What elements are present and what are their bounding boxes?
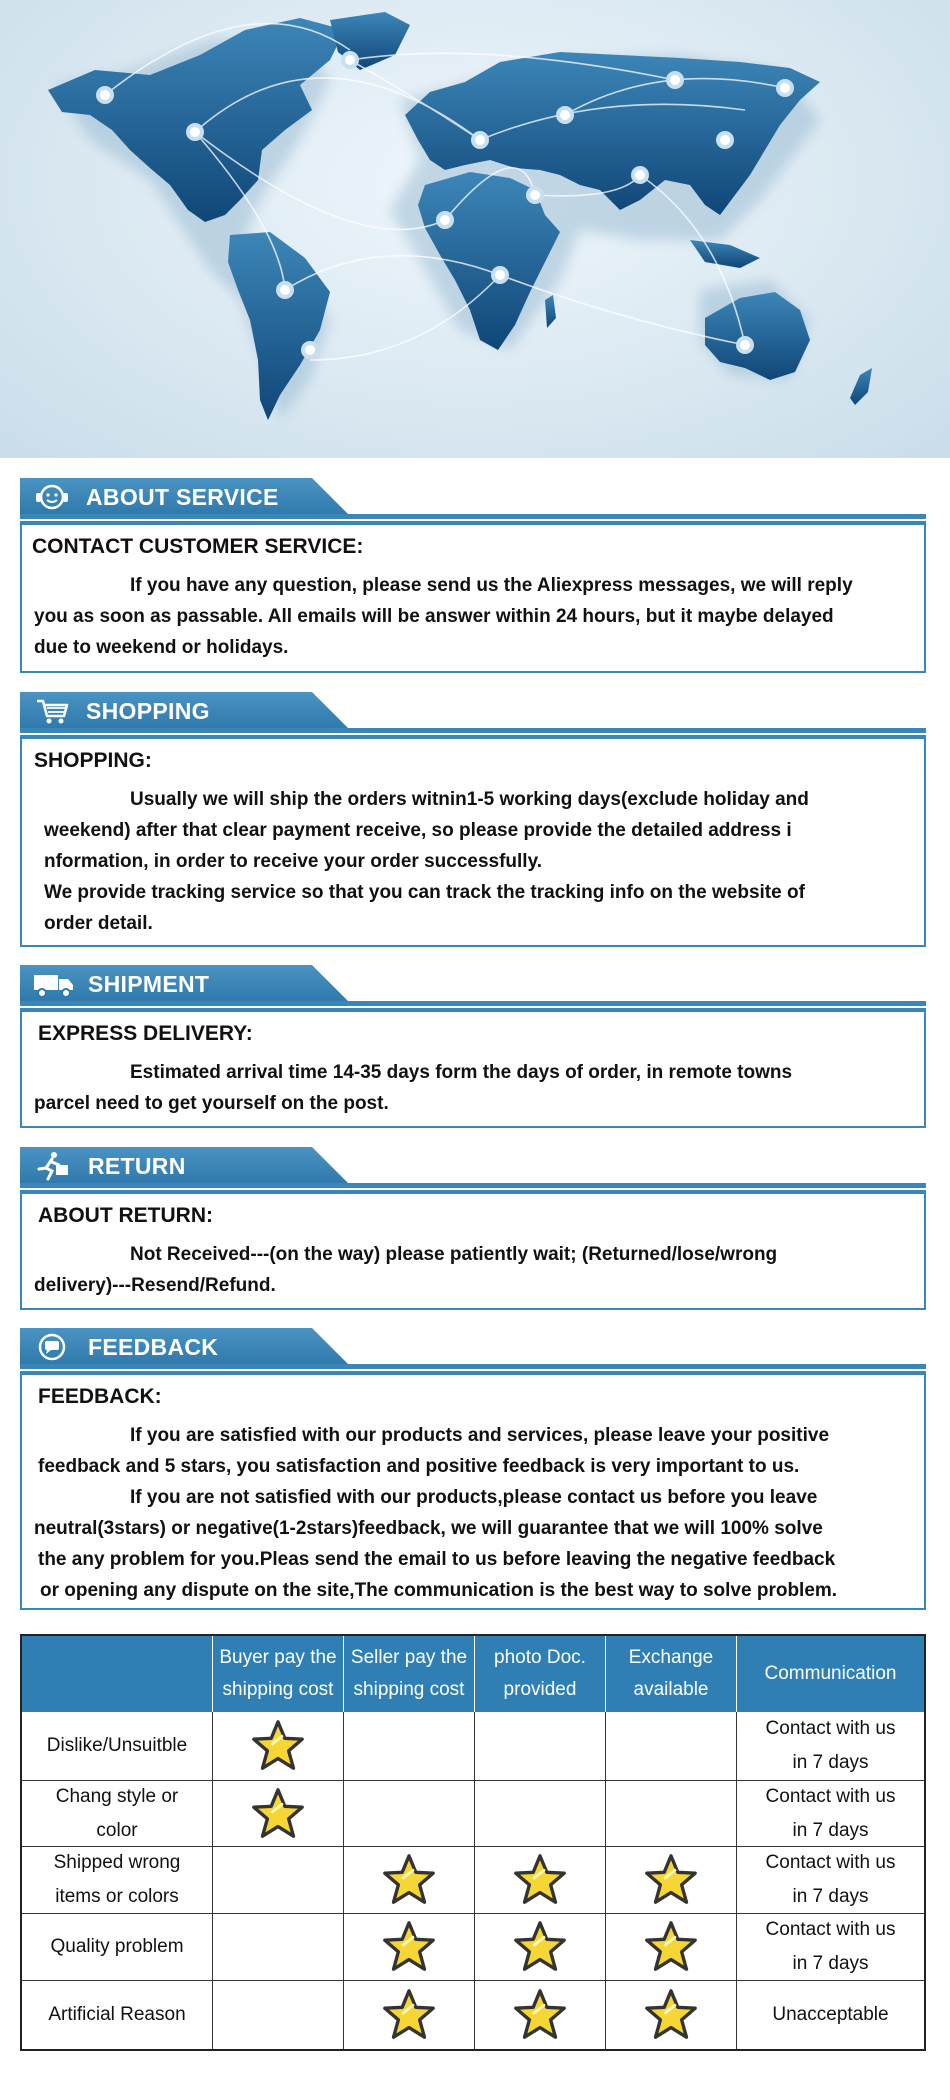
box-body [44,784,809,939]
table-star-cell [475,1712,606,1781]
table-star-cell [606,1712,737,1781]
body-line: due to weekend or holidays. [34,637,289,658]
shipment-box [20,1010,926,1128]
table-header-exchange [606,1636,737,1712]
table-communication-cell [737,1781,924,1847]
table-star-cell [344,1781,475,1847]
body-line: If you are not satisfied with our products,please contact us before you leave [130,1487,818,1508]
divider [20,1364,926,1369]
body-line: feedback and 5 stars, you satisfaction and positive feedback is very important to us. [38,1456,800,1477]
section-title: ABOUT SERVICE [86,484,279,510]
table-header-seller-pay [344,1636,475,1712]
section-title: SHIPMENT [88,971,210,997]
star-icon [380,1851,438,1909]
table-star-cell [606,1781,737,1847]
box-body [34,1239,777,1301]
divider [20,728,926,733]
body-line: Not Received---(on the way) please patiently wait; (Returned/lose/wrong [130,1244,778,1265]
about-service-header [20,478,926,522]
communication-text: Contact with us in 7 days [765,1785,896,1841]
star-icon [249,1717,307,1775]
communication-text: Contact with us in 7 days [765,1718,896,1773]
feedback-header [20,1328,926,1372]
return-policy-table [20,1634,926,2051]
body-line: If you have any question, please send us the Aliexpress messages, we will reply [130,575,853,596]
world-map-banner [0,0,950,458]
body-line: or opening any dispute on the site,The communication is the best way to solve problem. [40,1580,838,1601]
body-line: weekend) after that clear payment receive, so please provide the detailed address i [44,820,792,841]
shopping-cart-icon [32,696,72,726]
body-line: nformation, in order to receive your order successfully. [44,851,543,872]
feedback-box [20,1373,926,1610]
return-box [20,1192,926,1310]
running-courier-icon [32,1151,72,1181]
customer-service-headset-icon [32,482,72,512]
table-star-cell [475,1781,606,1847]
shopping-box [20,737,926,947]
table-row-label [22,1781,213,1847]
body-line: If you are satisfied with our products and services, please leave your positive [130,1425,830,1446]
table-row-label [22,1914,213,1981]
body-line: the any problem for you.Pleas send the email to us before leaving the negative feedback [38,1549,836,1570]
divider [20,1183,926,1188]
chat-bubble-icon [32,1332,72,1362]
table-star-cell [213,1914,344,1981]
header-label: Buyer pay the shipping cost [219,1647,337,1700]
section-title: FEEDBACK [88,1334,219,1360]
box-title: SHOPPING: [34,749,152,772]
body-line: neutral(3stars) or negative(1-2stars)feedback, we will guarantee that we will 100% solve [34,1518,823,1539]
delivery-truck-icon [32,969,76,999]
table-communication-cell [737,1914,924,1981]
table-communication-cell [737,1712,924,1781]
about-service-box [20,523,926,673]
box-body [34,1420,838,1606]
table-row-label [22,1981,213,2049]
section-title: RETURN [88,1153,186,1179]
header-label: Exchange available [628,1647,714,1700]
table-star-cell [344,1847,475,1914]
divider [20,1001,926,1006]
table-star-cell [213,1781,344,1847]
row-label-text: Chang style or color [55,1785,179,1841]
star-icon [511,1986,569,2044]
table-communication-cell [737,1981,924,2049]
table-header-communication: Communication [737,1636,924,1712]
table-star-cell [213,1981,344,2049]
table-star-cell [606,1981,737,2049]
star-icon [380,1986,438,2044]
table-star-cell [475,1981,606,2049]
body-line: Estimated arrival time 14-35 days form the days of order, in remote towns [130,1062,793,1083]
table-star-cell [475,1914,606,1981]
star-icon [511,1918,569,1976]
table-star-cell [606,1914,737,1981]
communication-text: Unacceptable [772,2004,889,2025]
row-label-text: Dislike/Unsuitble [46,1735,188,1756]
table-star-cell [344,1981,475,2049]
table-star-cell [344,1914,475,1981]
box-body [34,570,853,663]
table-header-photo-doc [475,1636,606,1712]
table-star-cell [475,1847,606,1914]
box-title: ABOUT RETURN: [38,1204,213,1227]
body-line: delivery)---Resend/Refund. [34,1275,276,1296]
box-title: FEEDBACK: [38,1385,162,1408]
shopping-header [20,692,926,736]
divider [20,514,926,519]
body-line: you as soon as passable. All emails will be answer within 24 hours, but it maybe delayed [34,606,834,627]
row-label-text: Shipped wrong items or colors [53,1852,181,1907]
star-icon [380,1918,438,1976]
body-line: parcel need to get yourself on the post. [34,1093,389,1114]
table-header-blank [22,1636,213,1712]
row-label-text: Artificial Reason [48,2004,186,2025]
star-icon [642,1986,700,2044]
body-line: Usually we will ship the orders witnin1-5 working days(exclude holiday and [130,789,809,810]
box-body [34,1057,792,1119]
box-title: CONTACT CUSTOMER SERVICE: [32,535,364,558]
header-label: Seller pay the shipping cost [350,1647,468,1700]
table-row-label [22,1712,213,1781]
star-icon [642,1918,700,1976]
star-icon [642,1851,700,1909]
world-map-graphic [0,0,950,458]
star-icon [249,1785,307,1843]
communication-text: Contact with us in 7 days [765,1852,896,1907]
table-communication-cell [737,1847,924,1914]
return-header [20,1147,926,1191]
table-star-cell [213,1712,344,1781]
row-label-text: Quality problem [50,1936,184,1957]
table-row-label [22,1847,213,1914]
table-star-cell [606,1847,737,1914]
box-title: EXPRESS DELIVERY: [38,1022,253,1045]
communication-text: Contact with us in 7 days [765,1919,896,1974]
table-star-cell [344,1712,475,1781]
shipment-header [20,965,926,1009]
star-icon [511,1851,569,1909]
body-line: We provide tracking service so that you can track the tracking info on the website of [44,882,805,903]
body-line: order detail. [44,913,153,934]
table-header-buyer-pay [213,1636,344,1712]
header-label: photo Doc. provided [494,1647,586,1700]
section-title: SHOPPING [86,698,210,724]
table-star-cell [213,1847,344,1914]
